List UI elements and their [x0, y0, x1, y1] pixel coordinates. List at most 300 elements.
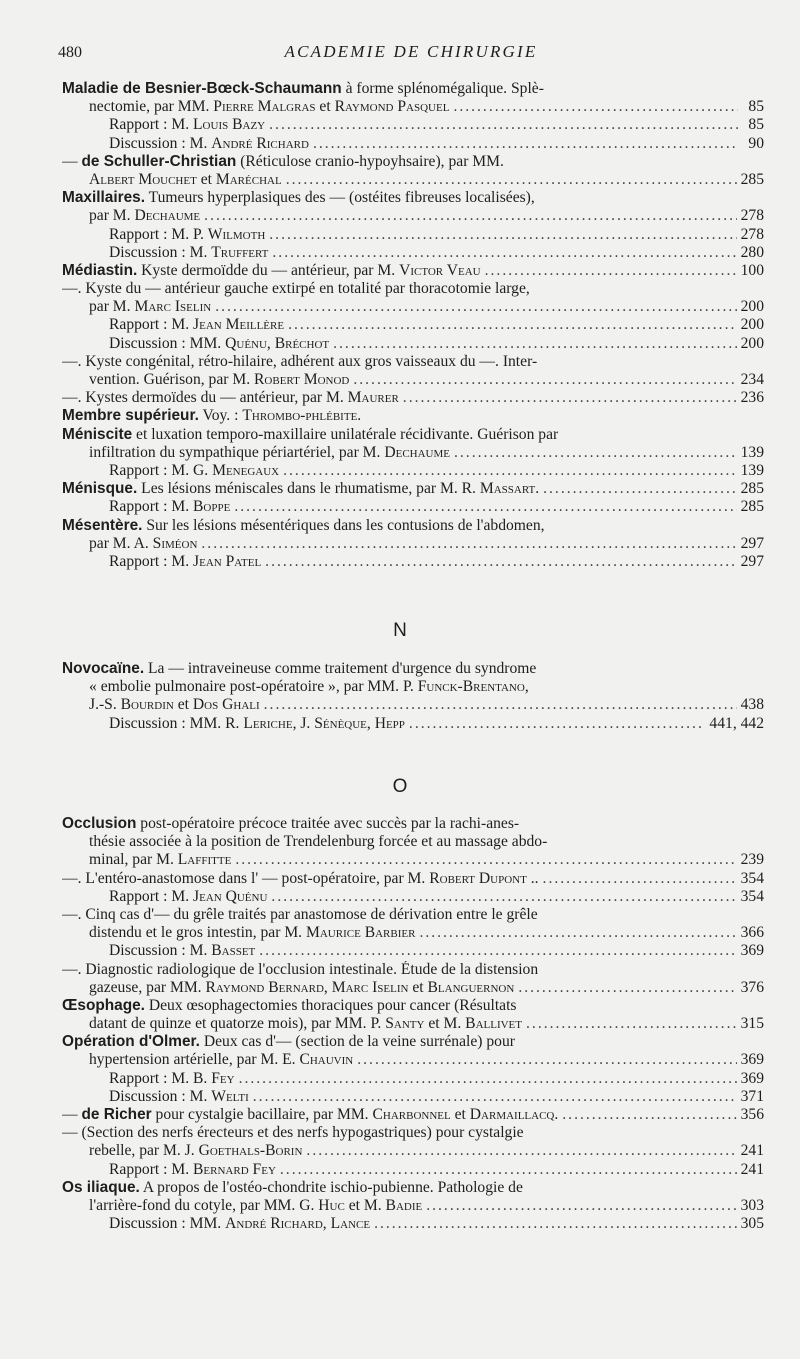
text-fragment: « embolie pulmonaire post-opératoire », par MM. P.: [89, 678, 418, 696]
author-name: Albert Mouchet: [89, 170, 197, 188]
text-fragment: ..: [526, 869, 539, 887]
text-fragment: (Réticulose cranio-hypoyhsaire), par MM.: [236, 152, 504, 170]
index-line: [62, 1215, 764, 1233]
dot-leader: [374, 1215, 737, 1233]
index-line: [62, 678, 764, 696]
dot-leader: [409, 715, 706, 733]
author-name: Robert Monod: [254, 371, 350, 388]
text-fragment: et: [450, 1106, 470, 1123]
text-fragment: Rapport : M.: [109, 498, 194, 516]
index-line-text: [89, 833, 547, 850]
text-fragment: Discussion : MM. R.: [109, 714, 244, 732]
index-line-text: [62, 517, 545, 534]
text-fragment: et luxation temporo-maxillaire unilatérale récidivante. Guérison par: [132, 425, 559, 443]
index-line: [62, 1015, 764, 1033]
text-fragment: ,: [524, 678, 529, 696]
text-fragment: —. Kyste congénital, rétro-hilaire, adhérent aux gros vaisseaux du —. Inter-: [62, 352, 538, 370]
page-number: 480: [58, 44, 82, 61]
index-keyword: Opération d'Olmer.: [62, 1033, 200, 1051]
author-name: Charbonnel: [372, 1106, 451, 1123]
dot-leader: [357, 1051, 736, 1069]
text-fragment: par M.: [89, 298, 135, 316]
text-fragment: J.-S.: [89, 696, 121, 714]
dot-leader: [353, 371, 736, 389]
index-line: [62, 815, 764, 833]
author-name: Dechaume: [384, 443, 450, 461]
index-line: [62, 906, 764, 924]
index-keyword: Maladie de Besnier-Bœck-Schaumann: [62, 80, 342, 97]
index-line-text: [62, 1106, 558, 1124]
page-reference: 285: [740, 498, 764, 516]
index-line-text: [89, 979, 514, 997]
index-line: [62, 207, 764, 225]
dot-leader: [269, 226, 736, 244]
index-line: [62, 1106, 764, 1124]
author-name: Funck-Brentano: [417, 678, 525, 696]
index-line: [62, 535, 764, 553]
index-line-text: [62, 80, 544, 97]
dot-leader: [333, 335, 736, 353]
text-fragment: hypertension artérielle, par M. E.: [89, 1051, 300, 1069]
index-line-text: [109, 553, 261, 571]
dot-leader: [264, 696, 737, 714]
text-fragment: Rapport : M.: [109, 116, 194, 134]
dot-leader: [201, 535, 736, 553]
text-fragment: l'arrière-fond du cotyle, par MM. G.: [89, 1196, 319, 1214]
page-reference: 305: [740, 1215, 764, 1233]
index-line-text: [62, 407, 361, 424]
page-reference: 90: [748, 134, 764, 152]
text-fragment: .: [357, 407, 362, 425]
index-line: [62, 171, 764, 189]
author-name: Sénèque: [314, 714, 367, 732]
index-line: [62, 1142, 764, 1160]
text-fragment: Les lésions méniscales dans le rhumatisme, par M. R.: [137, 480, 480, 498]
page-reference: 297: [740, 552, 764, 570]
index-line: [62, 407, 764, 425]
section-o: [62, 815, 764, 1233]
index-line-text: [109, 135, 309, 153]
author-name: Jean Quénu: [193, 887, 268, 905]
index-line-text: [109, 462, 279, 480]
author-name: Robert Dupont: [429, 869, 527, 887]
dot-leader: [253, 1088, 737, 1106]
author-name: Marc Iselin: [134, 298, 212, 316]
dot-leader: [526, 1015, 737, 1033]
author-name: Bernard Fey: [193, 1160, 276, 1178]
index-line: [62, 553, 764, 571]
text-fragment: ,: [322, 1215, 331, 1233]
author-name: Fey: [211, 1069, 235, 1087]
author-name: Laffitte: [177, 851, 232, 869]
text-fragment: Sur les lésions mésentériques dans les contusions de l'abdomen,: [142, 516, 545, 534]
dot-leader: [271, 888, 736, 906]
text-fragment: à forme splénomégalique. Splè-: [341, 80, 544, 97]
index-line-text: [109, 1070, 235, 1088]
index-line: [62, 480, 764, 498]
author-name: Ballivet: [465, 1015, 523, 1033]
index-line-text: [62, 280, 530, 297]
index-line: [62, 444, 764, 462]
page-reference: 241: [740, 1160, 764, 1178]
dot-leader: [485, 262, 737, 280]
index-keyword: Ménisque.: [62, 480, 138, 498]
author-name: Dechaume: [134, 207, 201, 225]
text-fragment: Voy. :: [198, 407, 243, 425]
page-reference: 369: [740, 1051, 764, 1069]
index-line: [62, 153, 764, 171]
index-line-text: [89, 535, 197, 553]
dot-leader: [313, 135, 738, 153]
dot-leader: [403, 389, 737, 407]
text-fragment: Rapport : M.: [109, 1160, 194, 1178]
index-line: [62, 298, 764, 316]
page-reference: 369: [740, 942, 764, 960]
text-fragment: par M. A.: [89, 534, 153, 552]
dot-leader: [426, 1197, 736, 1215]
text-fragment: thésie associée à la position de Trendelenburg forcée et au massage abdo-: [89, 833, 548, 851]
index-line-text: [62, 480, 539, 498]
author-name: Massart: [479, 480, 536, 498]
index-line-text: [89, 98, 449, 116]
index-line: [62, 696, 764, 714]
dot-leader: [269, 116, 738, 134]
text-fragment: nectomie, par MM.: [89, 98, 214, 116]
author-name: Lance: [330, 1215, 371, 1233]
text-fragment: — (Section des nerfs érecteurs et des nerfs hypogastriques) pour cystalgie: [62, 1124, 524, 1142]
author-name: Wilmoth: [207, 225, 266, 243]
index-line-text: [109, 942, 255, 960]
text-fragment: ,: [266, 334, 275, 352]
author-name: Basset: [211, 942, 256, 960]
index-line-text: [62, 1179, 523, 1196]
index-line: [62, 135, 764, 153]
page-reference: 85: [748, 98, 764, 116]
dot-leader: [272, 244, 736, 262]
text-fragment: —. Kyste du — antérieur gauche extirpé en totalité par thoracotomie large,: [62, 280, 530, 298]
author-name: Pierre Malgras: [213, 98, 316, 116]
text-fragment: Deux œsophagectomies thoraciques pour cancer (Résultats: [144, 996, 517, 1014]
text-fragment: Discussion : MM.: [109, 1215, 226, 1233]
index-line-text: [109, 1161, 276, 1179]
text-fragment: , J.: [292, 714, 315, 732]
text-fragment: Rapport : M.: [109, 887, 194, 905]
index-line: [62, 833, 764, 851]
index-line: [62, 316, 764, 334]
index-line-text: [62, 153, 504, 170]
page-reference: 285: [740, 170, 764, 188]
text-fragment: —. Kystes dermoïdes du — antérieur, par M.: [62, 389, 348, 407]
index-line: [62, 660, 764, 678]
index-line-text: [62, 961, 538, 978]
page-reference: 441, 442: [709, 714, 764, 732]
page-reference: 278: [740, 207, 764, 225]
dot-leader: [288, 316, 737, 334]
author-name: Dos Ghali: [192, 696, 260, 714]
index-line-text: [62, 389, 399, 407]
author-name: Siméon: [152, 534, 198, 552]
author-name: Thrombo-phlébite: [242, 407, 358, 425]
running-title: ACADEMIE DE CHIRURGIE: [284, 42, 538, 61]
page-reference: 241: [740, 1142, 764, 1160]
index-line-text: [62, 262, 481, 280]
text-fragment: .: [554, 1106, 559, 1123]
page-reference: 315: [740, 1015, 764, 1033]
index-line: [62, 997, 764, 1015]
text-fragment: gazeuse, par MM.: [89, 978, 206, 996]
index-line-text: [62, 997, 517, 1014]
page-reference: 85: [748, 116, 764, 134]
page-reference: 236: [740, 389, 764, 407]
page-reference: 371: [740, 1087, 764, 1105]
text-fragment: Discussion : M.: [109, 942, 212, 960]
author-name: Menegaux: [212, 461, 280, 479]
index-line-text: [89, 371, 349, 389]
index-line: [62, 462, 764, 480]
index-line-text: [62, 660, 536, 677]
dot-leader: [454, 444, 737, 462]
author-name: Welti: [211, 1087, 249, 1105]
text-fragment: Discussion : M.: [109, 243, 212, 261]
index-line-text: [89, 444, 450, 462]
index-line: [62, 1051, 764, 1069]
dot-leader: [280, 1161, 737, 1179]
index-line: [62, 870, 764, 888]
index-line: [62, 389, 764, 407]
author-name: Santy: [385, 1015, 425, 1033]
index-keyword: Œsophage.: [62, 996, 145, 1014]
text-fragment: Discussion : M.: [109, 134, 212, 152]
index-keyword: Novocaïne.: [62, 660, 145, 677]
text-fragment: Rapport : M. B.: [109, 1069, 212, 1087]
text-fragment: post-opératoire précoce traitée avec succès par la rachi-anes-: [136, 815, 520, 832]
index-line: [62, 888, 764, 906]
index-line-text: [89, 1142, 302, 1160]
index-line-text: [109, 226, 265, 244]
author-name: Victor Veau: [399, 261, 481, 279]
dot-leader: [543, 870, 737, 888]
index-line-text: [89, 1197, 422, 1215]
dot-leader: [306, 1142, 736, 1160]
page-reference: 366: [740, 924, 764, 942]
text-fragment: infiltration du sympathique périartériel, par M.: [89, 443, 385, 461]
index-line-text: [89, 171, 282, 189]
author-name: Louis Bazy: [193, 116, 266, 134]
text-fragment: —: [62, 1106, 82, 1123]
author-name: André Richard: [225, 1215, 323, 1233]
page-reference: 354: [740, 887, 764, 905]
author-name: Darmaillacq: [469, 1106, 555, 1123]
index-line: [62, 80, 764, 98]
index-line-text: [62, 426, 558, 443]
dot-leader: [204, 207, 736, 225]
author-name: Jean Patel: [193, 552, 262, 570]
page-reference: 438: [740, 696, 764, 714]
page-reference: 303: [740, 1196, 764, 1214]
index-line: [62, 371, 764, 389]
text-fragment: rebelle, par M. J.: [89, 1142, 199, 1160]
index-line-text: [89, 851, 231, 869]
index-keyword: Membre supérieur.: [62, 407, 199, 425]
dot-leader: [234, 498, 736, 516]
text-fragment: et M.: [344, 1196, 386, 1214]
page-header: [58, 44, 764, 66]
page-reference: 369: [740, 1069, 764, 1087]
text-fragment: pour cystalgie bacillaire, par MM.: [151, 1106, 373, 1123]
index-keyword: de Schuller-Christian: [81, 152, 237, 170]
text-fragment: —. Cinq cas d'— du grêle traités par anastomose de dérivation entre le grêle: [62, 905, 538, 923]
index-line-text: [89, 696, 260, 714]
dot-leader: [286, 171, 737, 189]
author-name: Huc: [318, 1196, 345, 1214]
index-line-text: [62, 815, 519, 832]
index-line: [62, 244, 764, 262]
index-line-text: [62, 906, 538, 923]
section-n: [62, 660, 764, 733]
text-fragment: par M.: [89, 207, 135, 225]
index-line: [62, 979, 764, 997]
page-reference: 234: [740, 371, 764, 388]
text-fragment: Rapport : M. P.: [109, 225, 208, 243]
index-line: [62, 1070, 764, 1088]
text-fragment: —: [62, 152, 82, 170]
author-name: Bourdin: [120, 696, 174, 714]
index-line: [62, 498, 764, 516]
text-fragment: et: [173, 696, 193, 714]
index-line-text: [109, 316, 284, 334]
index-line: [62, 262, 764, 280]
page-reference: 280: [740, 243, 764, 261]
text-fragment: La — intraveineuse comme traitement d'urgence du syndrome: [144, 660, 537, 677]
index-line-text: [109, 715, 405, 733]
text-fragment: —. L'entéro-anastomose dans l' — post-opératoire, par M.: [62, 869, 430, 887]
page-reference: 239: [740, 851, 764, 869]
index-keyword: Mésentère.: [62, 516, 143, 534]
text-fragment: Discussion : M.: [109, 1087, 212, 1105]
index-line-text: [89, 924, 415, 942]
dot-leader: [235, 851, 736, 869]
index-line: [62, 1197, 764, 1215]
text-fragment: Deux cas d'— (section de la veine surrénale) pour: [199, 1033, 515, 1051]
section-letter-n: N: [393, 620, 407, 641]
page-reference: 200: [740, 334, 764, 352]
page-reference: 100: [740, 261, 764, 279]
index-keyword: Occlusion: [62, 815, 137, 832]
author-name: Truffert: [211, 243, 269, 261]
index-line: [62, 517, 764, 535]
dot-leader: [215, 298, 736, 316]
index-line: [62, 189, 764, 207]
text-fragment: vention. Guérison, par M.: [89, 371, 255, 388]
author-name: Boppe: [193, 498, 231, 516]
author-name: Marc Iselin: [331, 978, 409, 996]
text-fragment: .: [535, 480, 540, 498]
index-line: [62, 280, 764, 298]
page-reference: 354: [740, 869, 764, 887]
index-line: [62, 851, 764, 869]
index-line: [62, 353, 764, 371]
index-keyword: Méniscite: [62, 425, 133, 443]
index-line: [62, 1179, 764, 1197]
text-fragment: —. Diagnostic radiologique de l'occlusion intestinale. Étude de la distension: [62, 960, 539, 978]
text-fragment: A propos de l'ostéo-chondrite ischio-pubienne. Pathologie de: [139, 1178, 523, 1196]
page-reference: 200: [740, 316, 764, 334]
index-line-text: [89, 298, 211, 316]
index-line-text: [89, 678, 529, 695]
index-line-text: [109, 1215, 370, 1233]
author-name: Badie: [385, 1196, 423, 1214]
dot-leader: [239, 1070, 737, 1088]
text-fragment: minal, par M.: [89, 851, 178, 869]
author-name: Bréchot: [274, 334, 330, 352]
index-line-text: [109, 888, 267, 906]
index-line: [62, 942, 764, 960]
dot-leader: [562, 1106, 736, 1124]
author-name: Leriche: [243, 714, 293, 732]
page-reference: 200: [740, 298, 764, 316]
index-line: [62, 1088, 764, 1106]
author-name: André Richard: [211, 134, 309, 152]
author-name: Jean Meillère: [193, 316, 285, 334]
index-line-text: [109, 1088, 249, 1106]
author-name: Goethals-Borin: [198, 1142, 303, 1160]
text-fragment: ,: [366, 714, 375, 732]
text-fragment: distendu et le gros intestin, par M.: [89, 924, 306, 942]
index-keyword: Os iliaque.: [62, 1178, 140, 1196]
index-keyword: Maxillaires.: [62, 189, 145, 207]
author-name: Hepp: [374, 714, 405, 732]
index-line: [62, 1161, 764, 1179]
index-line: [62, 426, 764, 444]
page-reference: 297: [740, 534, 764, 552]
author-name: Raymond Pasquel: [334, 98, 450, 116]
section-letter-o: O: [392, 776, 408, 797]
text-fragment: Rapport : M. G.: [109, 461, 213, 479]
index-line-text: [62, 870, 539, 888]
index-line: [62, 961, 764, 979]
index-line: [62, 1124, 764, 1142]
index-line-text: [89, 1051, 353, 1069]
text-fragment: Kyste dermoïdde du — antérieur, par M.: [137, 261, 400, 279]
text-fragment: Tumeurs hyperplasiques des — (ostéites fibreuses localisées),: [145, 189, 535, 207]
dot-leader: [265, 553, 736, 571]
text-fragment: ,: [323, 978, 332, 996]
index-line-text: [109, 116, 265, 134]
index-keyword: de Richer: [81, 1106, 152, 1123]
dot-leader: [453, 98, 738, 116]
dot-leader: [259, 942, 736, 960]
text-fragment: et M.: [424, 1015, 466, 1033]
index-line: [62, 924, 764, 942]
dot-leader: [543, 480, 736, 498]
dot-leader: [518, 979, 736, 997]
index-keyword: Médiastin.: [62, 261, 138, 279]
text-fragment: Rapport : M.: [109, 552, 194, 570]
index-line: [62, 335, 764, 353]
index-line-text: [89, 1015, 522, 1033]
index-line: [62, 226, 764, 244]
index-line-text: [62, 1033, 515, 1050]
page-reference: 278: [740, 225, 764, 243]
index-line-text: [89, 207, 200, 225]
author-name: Maurice Barbier: [305, 924, 416, 942]
index-line: [62, 98, 764, 116]
index-line: [62, 1033, 764, 1051]
author-name: Maurer: [347, 389, 399, 407]
author-name: Quénu: [225, 334, 267, 352]
text-fragment: et: [408, 978, 428, 996]
page-reference: 285: [740, 480, 764, 498]
